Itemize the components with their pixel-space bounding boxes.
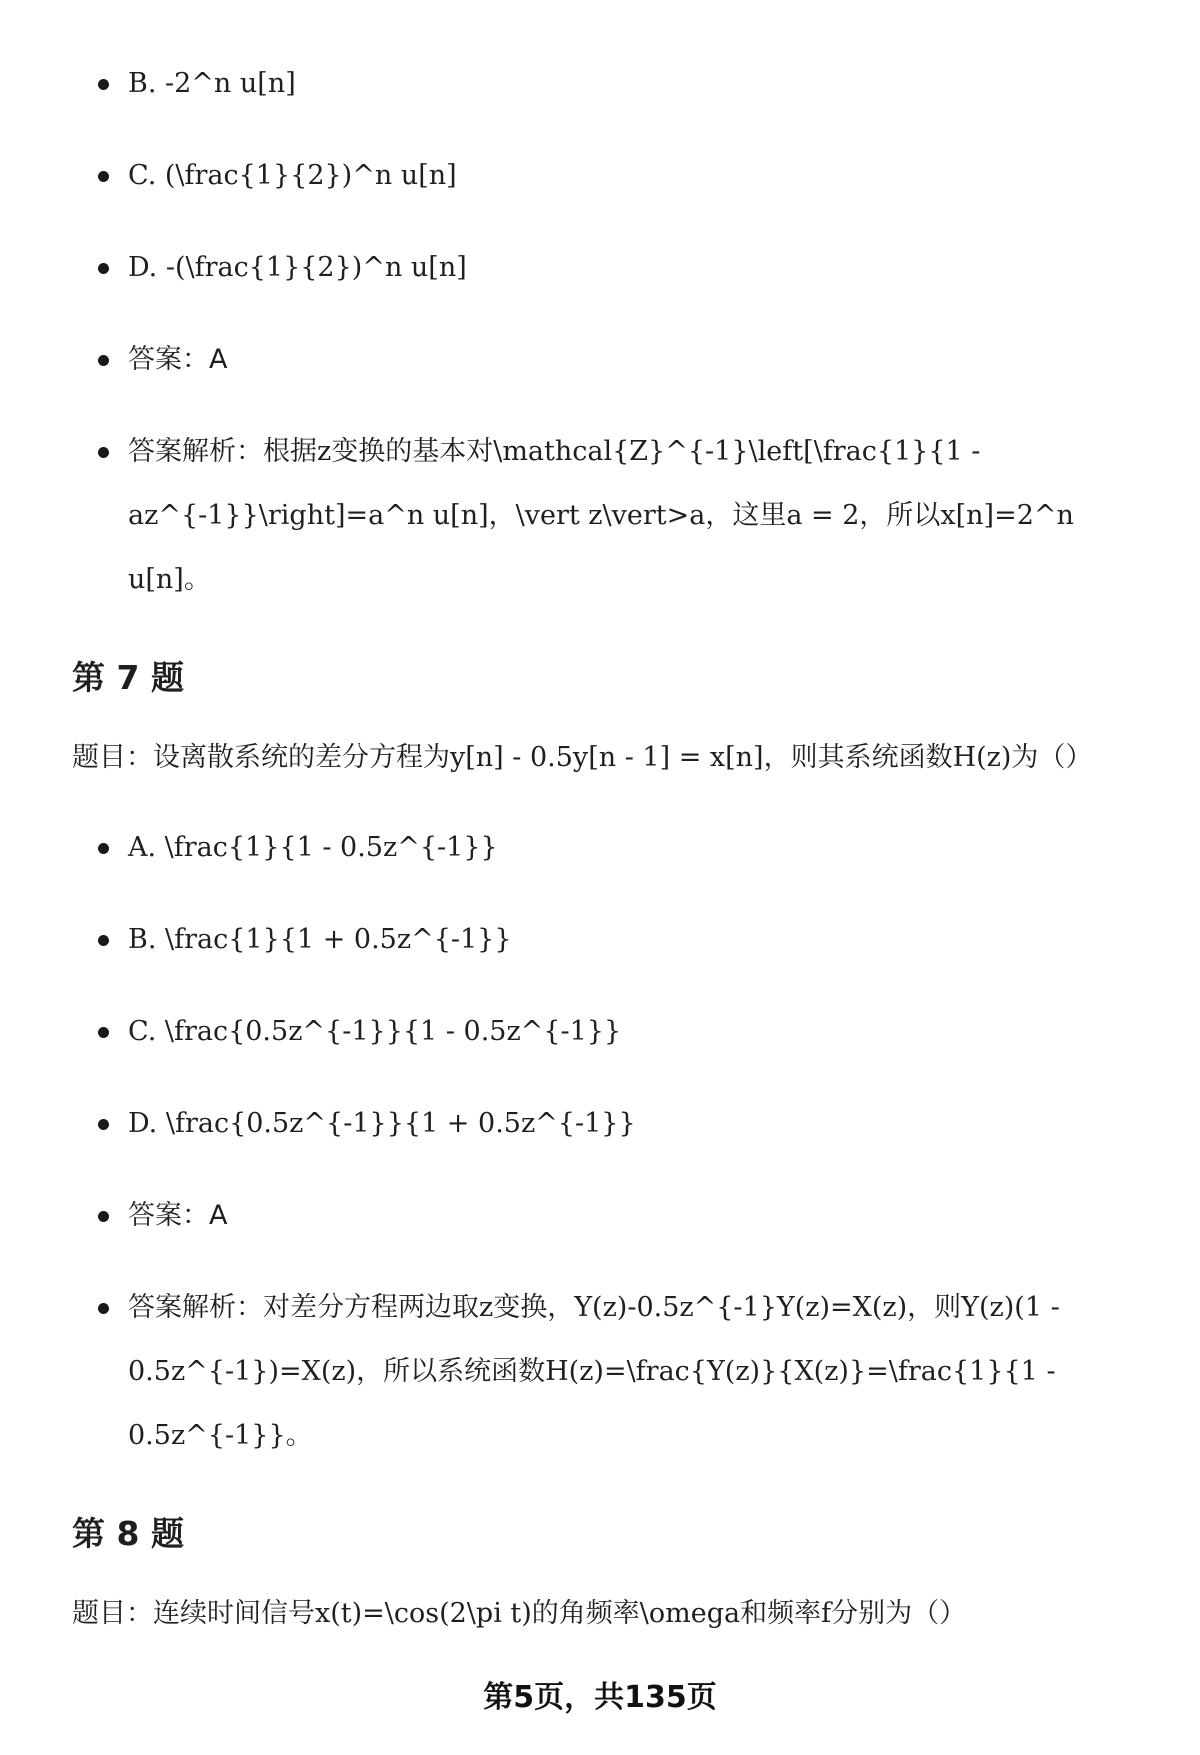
q7-option-d: D. \frac{0.5z^{-1}}{1 + 0.5z^{-1}} [72,1092,1152,1156]
q7-option-list [72,816,1152,1468]
q7-heading: 第 7 题 [72,658,184,697]
page-footer: 第5页，共135页 [483,1680,717,1715]
q7-option-b: B. \frac{1}{1 + 0.5z^{-1}} [72,908,1152,972]
q8-question: 题目：连续时间信号x(t)=\cos(2\pi t)的角频率\omega和频率f分别为（） [72,1598,967,1629]
q6-option-c: C. (\frac{1}{2})^n u[n] [72,144,1152,208]
q6-option-d: D. -(\frac{1}{2})^n u[n] [72,236,1152,300]
q7-option-a: A. \frac{1}{1 - 0.5z^{-1}} [72,816,1152,880]
q6-answer: 答案：A [72,328,1152,392]
q7-option-c: C. \frac{0.5z^{-1}}{1 - 0.5z^{-1}} [72,1000,1152,1064]
q7-answer: 答案：A [72,1184,1152,1248]
page-content [72,52,1152,1672]
q7-question: 题目：设离散系统的差分方程为y[n] - 0.5y[n - 1] = x[n]，则其系统函数H(z)为（） [72,742,1093,773]
q6-option-b: B. -2^n u[n] [72,52,1152,116]
q6-option-list [72,52,1152,612]
q6-explanation: 答案解析：根据z变换的基本对\mathcal{Z}^{-1}\left[\frac{1}{1 - az^{-1}}\right]=a^n u[n]，\vert z\vert>a，这里a = 2，所以x[n]=2^n u[n]。 [72,420,1152,612]
q7-explanation: 答案解析：对差分方程两边取z变换，Y(z)-0.5z^{-1}Y(z)=X(z)，则Y(z)(1 - 0.5z^{-1})=X(z)，所以系统函数H(z)=\frac{Y(z)}{X(z)}=\frac{1}{1 - 0.5z^{-1}}。 [72,1276,1152,1468]
q8-heading: 第 8 题 [72,1514,184,1553]
